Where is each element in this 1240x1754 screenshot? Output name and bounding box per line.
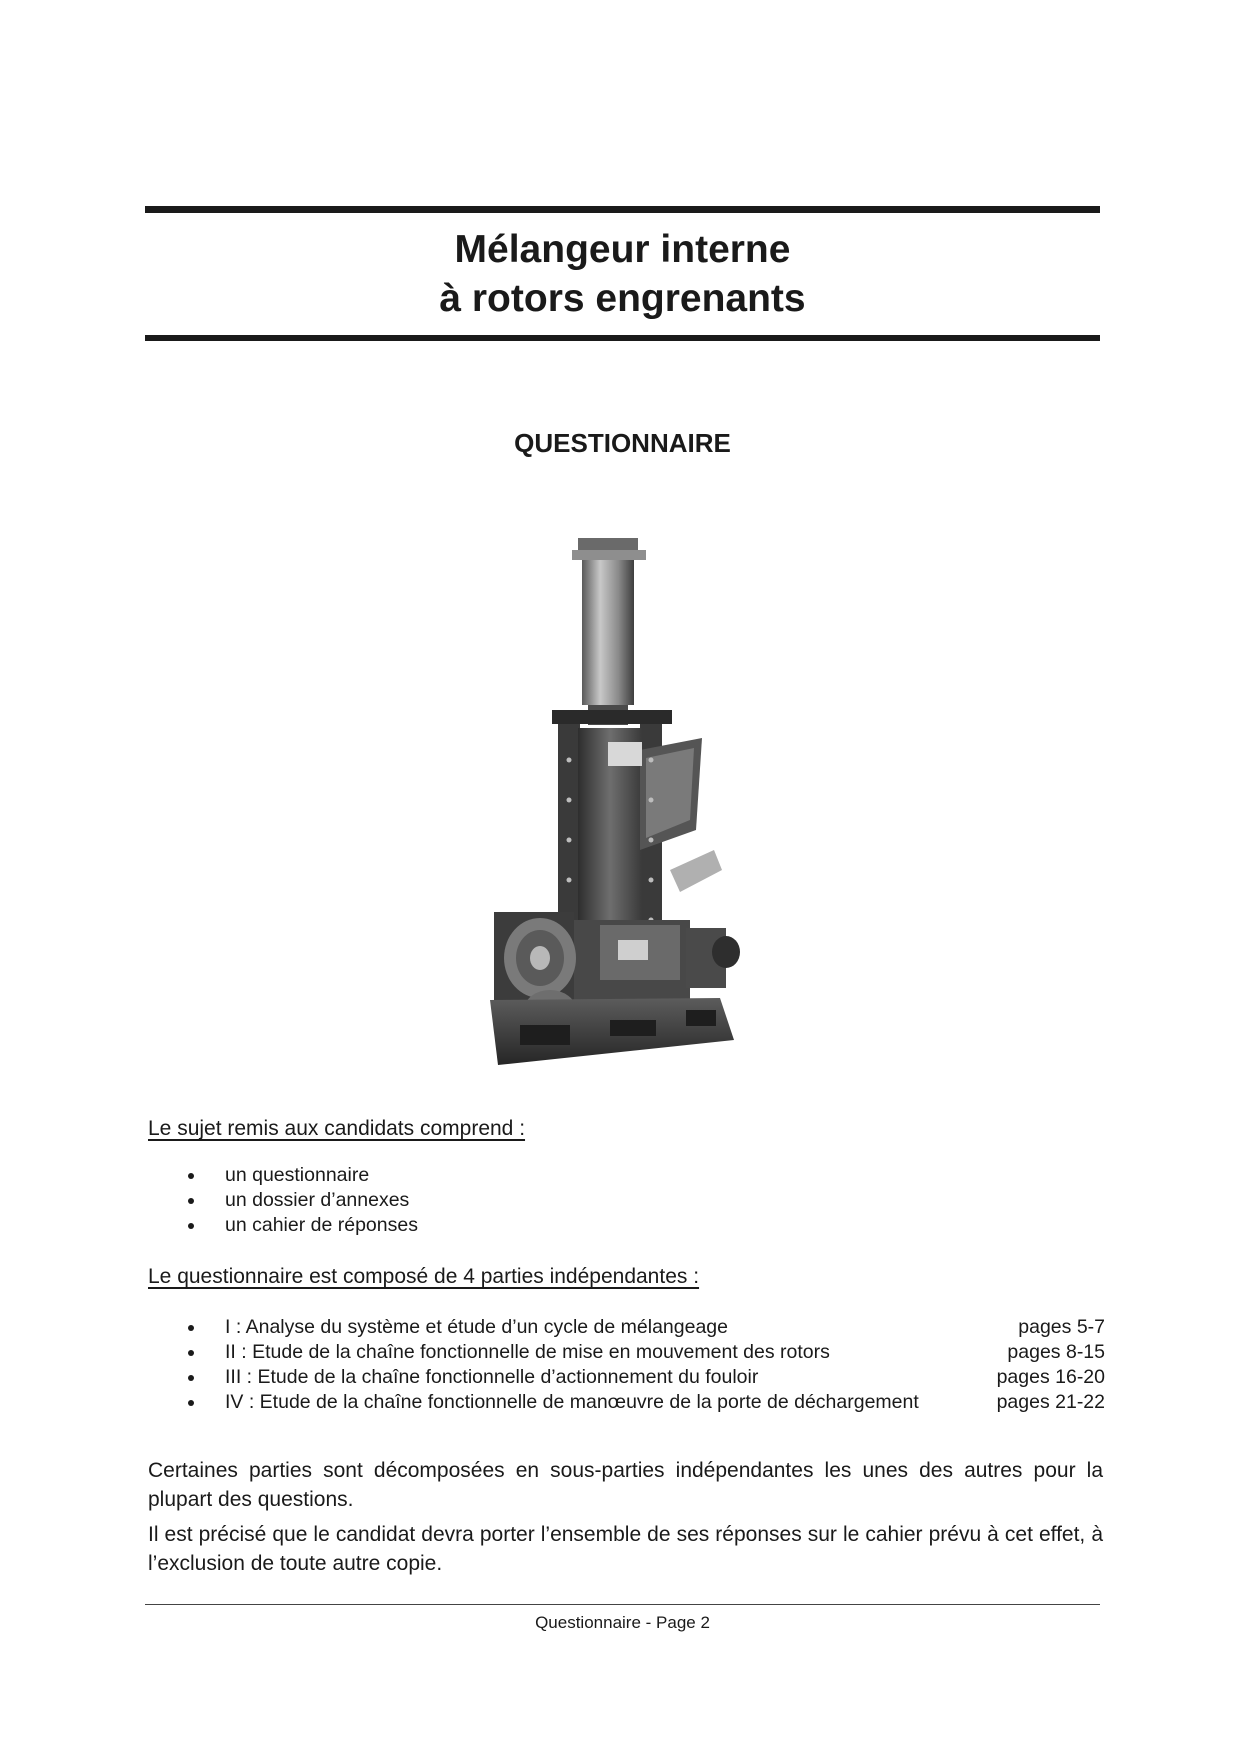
contents-list bbox=[185, 1163, 685, 1238]
part-label: II : Etude de la chaîne fonctionnelle de mise en mouvement des rotors bbox=[225, 1341, 830, 1363]
bullet-icon bbox=[188, 1400, 194, 1406]
paragraph: Certaines parties sont décomposées en sous-parties indépendantes les unes des autres pour la plupart des questions. bbox=[148, 1459, 1103, 1511]
list-item bbox=[185, 1390, 1105, 1415]
bullet-icon bbox=[188, 1198, 194, 1204]
list-item: un dossier d’annexes bbox=[185, 1188, 685, 1213]
bullet-icon bbox=[188, 1325, 194, 1331]
parts-list bbox=[185, 1315, 1105, 1415]
list-item bbox=[185, 1365, 1105, 1390]
document-subtitle: QUESTIONNAIRE bbox=[514, 428, 731, 458]
machine-photo bbox=[490, 520, 760, 1085]
page-title-line-2: à rotors engrenants bbox=[439, 277, 806, 320]
section-heading-contents: Le sujet remis aux candidats comprend : bbox=[148, 1117, 526, 1140]
part-pages: pages 5-7 bbox=[1018, 1316, 1105, 1338]
part-label: IV : Etude de la chaîne fonctionnelle de manœuvre de la porte de déchargement bbox=[225, 1391, 919, 1413]
part-pages: pages 8-15 bbox=[1007, 1341, 1105, 1363]
bullet-icon bbox=[188, 1350, 194, 1356]
part-label: III : Etude de la chaîne fonctionnelle d’actionnement du fouloir bbox=[225, 1366, 759, 1388]
list-item bbox=[185, 1315, 1105, 1340]
bullet-icon bbox=[188, 1173, 194, 1179]
title-bottom-rule bbox=[145, 335, 1100, 341]
paragraph: Il est précisé que le candidat devra porter l’ensemble de ses réponses sur le cahier prévu à cet effet, à l’exclusion de toute autre copie. bbox=[148, 1523, 1103, 1575]
bullet-icon bbox=[188, 1223, 194, 1229]
page-title-line-1: Mélangeur interne bbox=[454, 228, 791, 271]
footer-rule bbox=[145, 1604, 1100, 1605]
list-item bbox=[185, 1340, 1105, 1365]
list-item: un cahier de réponses bbox=[185, 1213, 685, 1238]
list-item: un questionnaire bbox=[185, 1163, 685, 1188]
bullet-icon bbox=[188, 1375, 194, 1381]
part-pages: pages 21-22 bbox=[996, 1391, 1105, 1413]
title-top-rule bbox=[145, 206, 1100, 213]
part-label: I : Analyse du système et étude d’un cycle de mélangeage bbox=[225, 1316, 728, 1338]
part-pages: pages 16-20 bbox=[996, 1366, 1105, 1388]
page-footer: Questionnaire - Page 2 bbox=[535, 1613, 710, 1632]
section-heading-parts: Le questionnaire est composé de 4 parties indépendantes : bbox=[148, 1265, 700, 1288]
